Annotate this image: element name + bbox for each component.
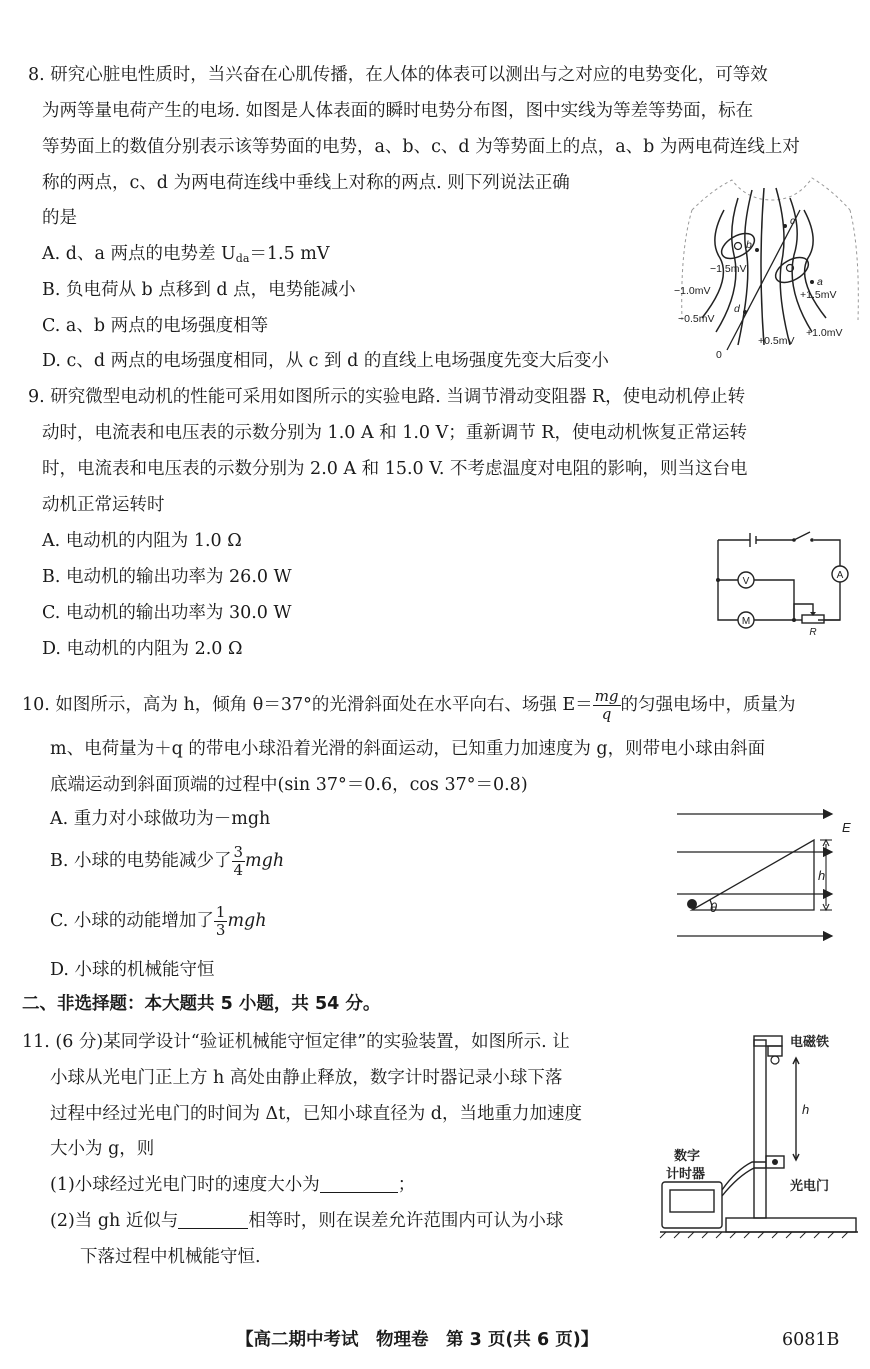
photogate-label: 光电门	[790, 1178, 830, 1193]
q8-line-4: 称的两点，c、d 为两电荷连线中垂线上对称的两点. 则下列说法正确	[42, 173, 570, 193]
q8-option-d: D. c、d 两点的电场强度相同，从 c 到 d 的直线上电场强度先变大后变小	[42, 351, 609, 371]
field-strength-fraction: $\frac{mg}{q}$	[594, 687, 619, 723]
q10-incline-figure	[672, 800, 862, 950]
q8-option-b: B. 负电荷从 b 点移到 d 点，电势能减小	[42, 280, 356, 300]
paper-code: 6081B	[782, 1330, 840, 1350]
q9-line-1: 9. 研究微型电动机的性能可采用如图所示的实验电路. 当调节滑动变阻器 R，使电动机停止转	[28, 387, 746, 407]
answer-blank-1[interactable]	[320, 1174, 398, 1193]
voltmeter-label: V	[742, 576, 750, 587]
label-plus-1-5: +1.5mV	[800, 289, 837, 301]
q8-line-1: 8. 研究心脏电性质时，当兴奋在心肌传播，在人体的体表可以测出与之对应的电势变化，可等效	[28, 65, 768, 85]
q10-option-b: B. 小球的电势能减少了 $\frac{3}{4}$ mgh	[50, 843, 285, 879]
q9-option-d: D. 电动机的内阻为 2.0 Ω	[42, 639, 243, 659]
photogate-sensor	[772, 1159, 778, 1165]
q8-line-5: 的是	[42, 208, 77, 228]
option-c-fraction: $\frac{1}{3}$	[215, 903, 226, 939]
q9-option-a: A. 电动机的内阻为 1.0 Ω	[42, 531, 242, 551]
q11-sub-2: (2)当 gh 近似与 相等时，则在误差允许范围内可认为小球	[50, 1211, 564, 1231]
q8-option-c: C. a、b 两点的电场强度相等	[42, 316, 269, 336]
q9-circuit-figure	[710, 528, 860, 638]
point-b-dot	[755, 248, 759, 252]
q8-potential-figure	[672, 170, 862, 365]
angle-label-theta: θ	[710, 900, 718, 915]
q10-line-1: 10. 如图所示，高为 h，倾角 θ＝37°的光滑斜面处在水平向右、场强 E＝ $\frac{mg}{q}$ 的匀强电场中，质量为	[22, 687, 796, 723]
rheostat	[802, 615, 824, 623]
q11-line-2: 小球从光电门正上方 h 高处由静止释放，数字计时器记录小球下落	[50, 1068, 563, 1088]
electromagnet	[768, 1046, 782, 1056]
field-lines	[677, 814, 832, 936]
q8-line-3: 等势面上的数值分别表示该等势面的电势，a、b、c、d 为等势面上的点，a、b 为两电荷连线上对	[42, 137, 800, 157]
height-label-h: h	[818, 868, 826, 883]
vertical-pole	[754, 1040, 766, 1218]
charged-ball	[687, 899, 697, 909]
q11-apparatus-figure	[656, 1030, 862, 1240]
label-minus-0-5: −0.5mV	[678, 313, 715, 325]
switch-blade	[794, 532, 810, 540]
label-a: a	[817, 276, 823, 288]
label-zero: 0	[716, 349, 722, 361]
answer-blank-2[interactable]	[178, 1210, 248, 1229]
label-plus-0-5: +0.5mV	[758, 335, 795, 347]
q11-line-4: 大小为 g，则	[50, 1139, 155, 1159]
field-label-e: E	[842, 820, 851, 835]
page-footer: 【高二期中考试 物理卷 第 3 页(共 6 页)】	[236, 1330, 599, 1350]
motor-label: M	[741, 616, 751, 627]
label-c: c	[790, 215, 796, 227]
electromagnet-label: 电磁铁	[790, 1034, 830, 1049]
label-plus-1-0: +1.0mV	[806, 327, 843, 339]
q11-sub-1: (1)小球经过光电门时的速度大小为 ；	[50, 1175, 416, 1195]
q9-option-c: C. 电动机的输出功率为 30.0 W	[42, 603, 292, 623]
point-a-dot	[810, 280, 814, 284]
q9-line-3: 时，电流表和电压表的示数分别为 2.0 A 和 15.0 V. 不考虑温度对电阻的影响，则当这台电	[42, 459, 748, 479]
label-minus-1-0: −1.0mV	[674, 285, 711, 297]
rheostat-label: R	[809, 627, 817, 638]
q11-line-3: 过程中经过光电门的时间为 Δt，已知小球直径为 d，当地重力加速度	[50, 1104, 582, 1124]
label-b: b	[746, 239, 752, 251]
timer-label-line-2: 计时器	[666, 1166, 706, 1181]
point-c-dot	[783, 224, 787, 228]
ammeter-label: A	[836, 570, 844, 581]
negative-charge-marker	[735, 243, 742, 250]
q10-option-c: C. 小球的动能增加了 $\frac{1}{3}$ mgh	[50, 903, 267, 939]
height-label-h: h	[802, 1102, 810, 1117]
label-d: d	[734, 303, 740, 315]
q10-option-a: A. 重力对小球做功为－mgh	[50, 809, 271, 829]
option-b-fraction: $\frac{3}{4}$	[233, 843, 244, 879]
section-2-heading: 二、非选择题：本大题共 5 小题，共 54 分。	[22, 994, 381, 1014]
base-plate	[726, 1218, 856, 1232]
point-d-dot	[743, 310, 747, 314]
ball	[771, 1056, 779, 1064]
q10-line-2: m、电荷量为＋q 的带电小球沿着光滑的斜面运动，已知重力加速度为 g，则带电小球由斜面	[50, 739, 766, 759]
q8-option-a: A. d、a 两点的电势差 $U_{da}=1.5$ mV	[42, 244, 330, 265]
q9-line-2: 动时，电流表和电压表的示数分别为 1.0 A 和 1.0 V；重新调节 R，使电动机恢复正常运转	[42, 423, 747, 443]
q8-line-2: 为两等量电荷产生的电场. 如图是人体表面的瞬时电势分布图，图中实线为等差等势面，标在	[42, 101, 754, 121]
digital-timer	[662, 1182, 722, 1228]
q11-sub-2-continued: 下落过程中机械能守恒.	[80, 1247, 261, 1267]
q10-line-3: 底端运动到斜面顶端的过程中(sin 37°＝0.6，cos 37°＝0.8)	[50, 775, 528, 795]
q10-option-d: D. 小球的机械能守恒	[50, 960, 215, 980]
q9-line-4: 动机正常运转时	[42, 495, 165, 515]
q9-option-b: B. 电动机的输出功率为 26.0 W	[42, 567, 292, 587]
q11-line-1: 11. (6 分)某同学设计“验证机械能守恒定律”的实验装置，如图所示. 让	[22, 1032, 570, 1052]
ground-hatching	[660, 1232, 848, 1238]
timer-label-line-1: 数字	[674, 1148, 701, 1163]
label-minus-1-5: −1.5mV	[710, 263, 747, 275]
